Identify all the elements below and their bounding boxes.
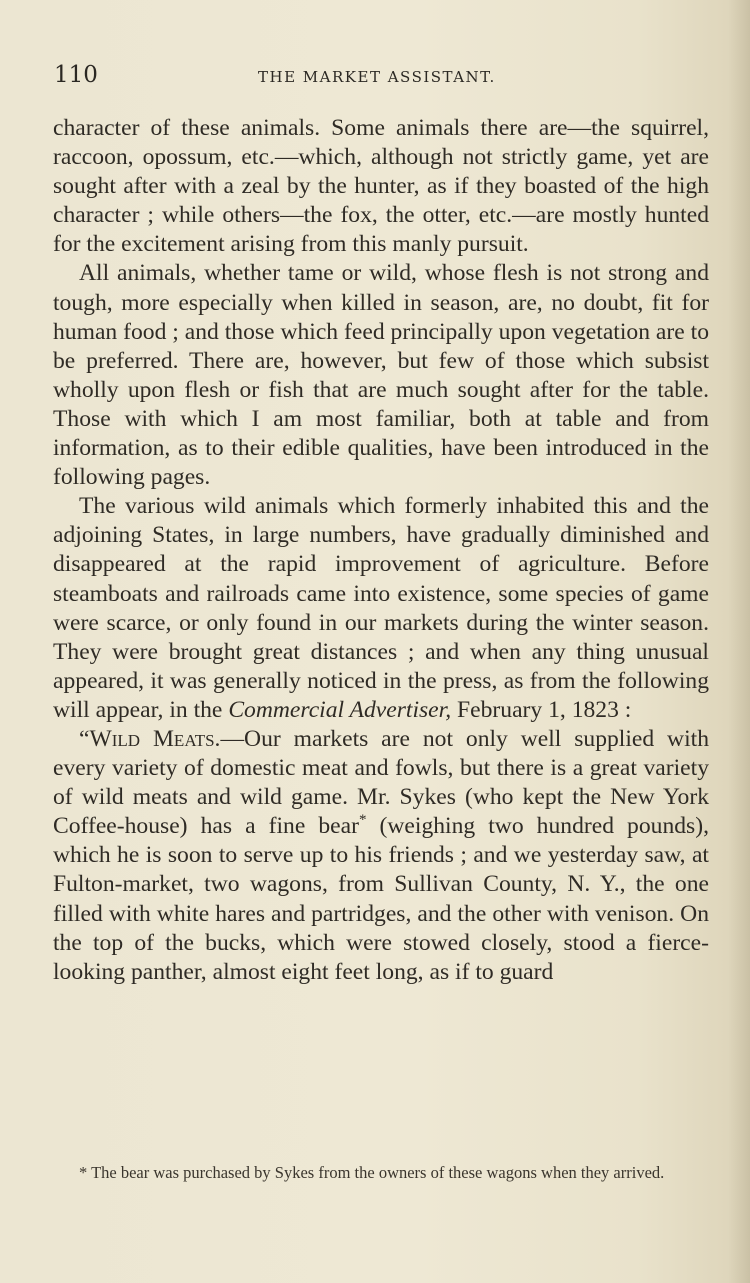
quotation-text: —Our markets are not only well supplied with every variety of domestic meat and fowls, but there is a great variety of wild meats and wild game. Mr. Sykes (who kept the New York Coffee-house) has a fine bear [53, 725, 709, 840]
body-text [53, 114, 709, 987]
paragraph-edible-animals: All animals, whether tame or wild, whose flesh is not strong and tough, more especially when killed in season, are, no doubt, fit for human food ; and those which feed principally upon vegetation are to be preferred. There are, however, but few of those which subsist wholly upon flesh or fish that are much sought after for the table. Those with which I am most familiar, both at table and from information, as to their edible qualities, have been introduced in the following pages. [53, 260, 709, 491]
newspaper-title: Commercial Advertiser, [228, 696, 452, 723]
quotation-wild-meats [53, 725, 709, 987]
page-number: 110 [54, 62, 98, 88]
footnote-mark: * [358, 812, 367, 829]
quotation-heading: Wild Meats. [89, 725, 221, 752]
running-head [54, 62, 710, 94]
paragraph-continued: character of these animals. Some animals there are—the squirrel, raccoon, opossum, etc.—which, although not strictly game, yet are sought after with a zeal by the hunter, as if they boasted of the high character ; while others—the fox, the otter, etc.—are mostly hunted for the excitement arising from this manly pursuit. [53, 115, 709, 258]
paragraph-date: February 1, 1823 : [457, 696, 632, 723]
page-edge-shadow [728, 0, 750, 1283]
footnote: * The bear was purchased by Sykes from the owners of these wagons when they arrived. [79, 1163, 665, 1182]
paragraph-text: The various wild animals which formerly inhabited this and the adjoining States, in large numbers, have gradually diminished and disappeared at the rapid improvement of agriculture. Before steamboats and railroads came into existence, some species of game were scarce, or only found in our markets during the winter season. They were brought great distances ; and when any thing unusual appeared, it was generally noticed in the press, as from the following will appear, in the [53, 493, 709, 723]
running-title: THE MARKET ASSISTANT. [258, 68, 496, 86]
paragraph-wild-animals [53, 492, 709, 725]
quotation-text-continued: (weighing two hundred pounds), which he is soon to serve up to his friends ; and we yesterday saw, at Fulton-market, two wagons, from Sullivan County, N. Y., the one filled with white hares and partridges, and the other with venison. On the top of the bucks, which were stowed closely, stood a fierce-looking panther, almost eight feet long, as if to guard [53, 813, 709, 985]
open-quote: “ [79, 725, 90, 752]
